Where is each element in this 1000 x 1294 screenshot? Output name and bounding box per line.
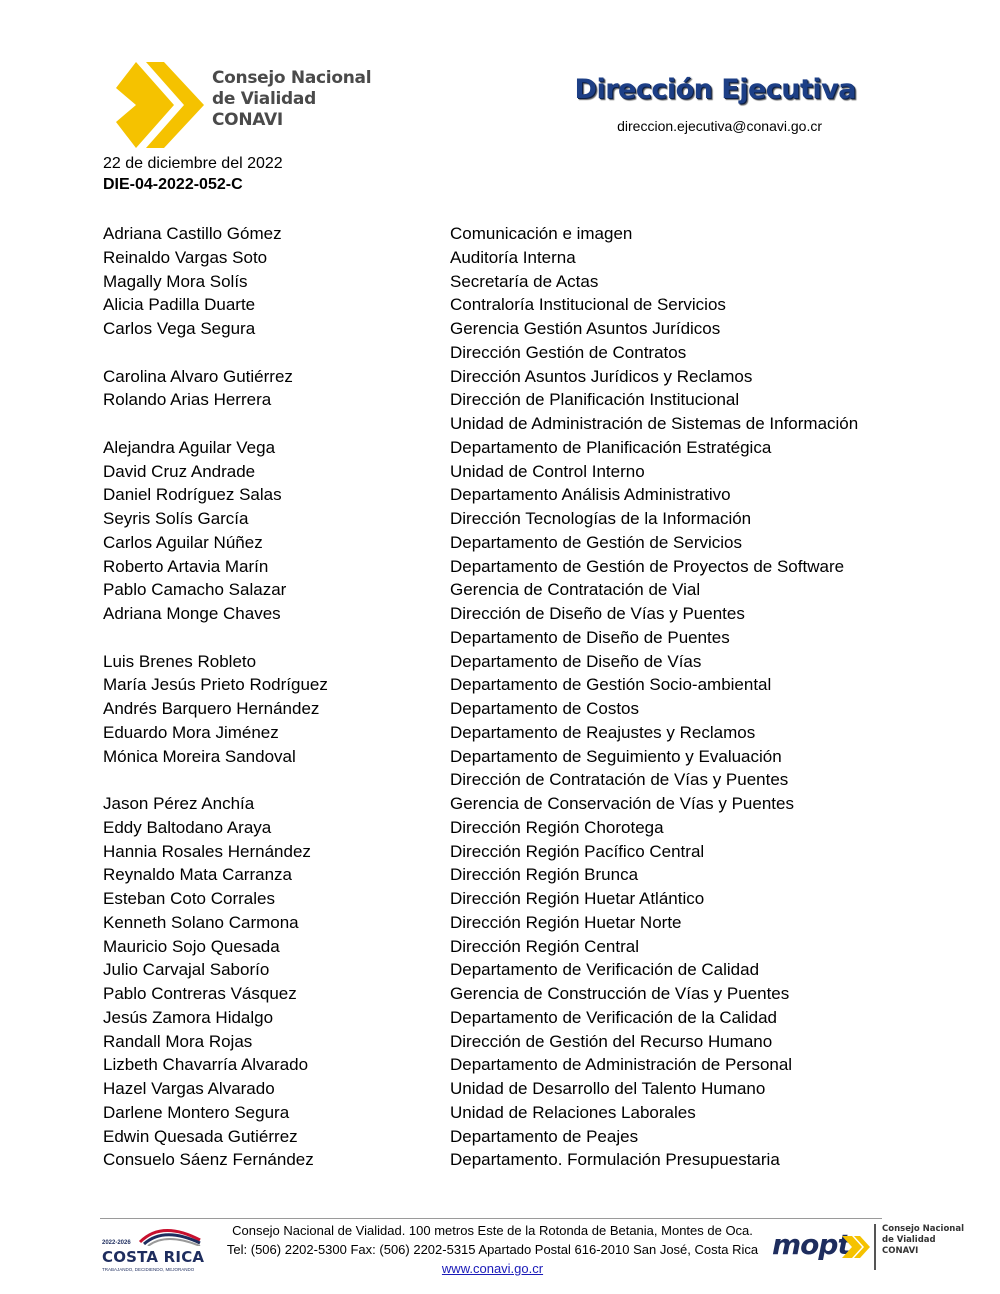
recipient-department: Departamento de Diseño de Puentes <box>450 627 730 647</box>
recipient-department: Unidad de Administración de Sistemas de Información <box>450 414 859 433</box>
recipient-department: Dirección de Planificación Institucional <box>450 390 740 410</box>
recipient-department: Departamento Análisis Administrativo <box>450 485 731 505</box>
recipient-name: Hazel Vargas Alvarado <box>103 1079 275 1098</box>
recipient-department: Dirección de Diseño de Vías y Puentes <box>450 604 745 623</box>
distribution-row <box>103 412 903 436</box>
recipient-department: Dirección de Gestión del Recurso Humano <box>450 1031 773 1051</box>
recipient-name: Esteban Coto Corrales <box>103 889 275 908</box>
letter-date: 22 de diciembre del 2022 <box>103 155 283 172</box>
recipient-department: Dirección Región Huetar Norte <box>450 912 682 932</box>
recipient-department: Departamento. Formulación Presupuestaria <box>450 1150 780 1170</box>
recipient-department: Departamento de Costos <box>450 699 639 718</box>
recipient-department: Secretaría de Actas <box>450 271 599 291</box>
distribution-row <box>103 1077 903 1101</box>
conavi-logo <box>112 58 382 152</box>
recipient-name: Darlene Montero Segura <box>103 1102 290 1122</box>
distribution-row <box>103 578 903 602</box>
distribution-row <box>103 531 903 555</box>
recipient-name: Lizbeth Chavarría Alvarado <box>103 1055 309 1075</box>
distribution-row <box>103 460 903 484</box>
recipient-department: Departamento de Gestión de Servicios <box>450 532 742 552</box>
mopt-chevron-icon <box>840 1232 870 1262</box>
recipient-name: Carlos Vega Segura <box>103 319 256 338</box>
recipient-name: Mónica Moreira Sandoval <box>103 746 296 766</box>
distribution-row <box>103 293 903 317</box>
recipient-name: Jason Pérez Anchía <box>103 794 255 813</box>
page-title: Dirección Ejecutiva <box>574 74 856 105</box>
recipient-department: Departamento de Peajes <box>450 1126 639 1146</box>
distribution-row <box>103 1101 903 1125</box>
recipient-department: Gerencia Gestión Asuntos Jurídicos <box>450 319 721 338</box>
recipient-department: Auditoría Interna <box>450 247 576 267</box>
recipient-name: Alejandra Aguilar Vega <box>103 437 276 457</box>
recipient-name: Julio Carvajal Saborío <box>103 960 270 980</box>
recipient-department: Gerencia de Construcción de Vías y Puentes <box>450 984 790 1003</box>
recipient-name: Eduardo Mora Jiménez <box>103 722 279 742</box>
recipient-name: María Jesús Prieto Rodríguez <box>103 675 328 695</box>
distribution-row <box>103 768 903 792</box>
recipient-department: Departamento de Reajustes y Reclamos <box>450 722 756 742</box>
recipient-department: Gerencia de Contratación de Vial <box>450 580 701 600</box>
recipient-department: Gerencia de Conservación de Vías y Puentes <box>450 794 794 813</box>
recipient-department: Departamento de Gestión Socio-ambiental <box>450 675 772 695</box>
distribution-row <box>103 792 903 816</box>
recipient-name: Pablo Contreras Vásquez <box>103 984 297 1003</box>
recipient-department: Unidad de Relaciones Laborales <box>450 1102 696 1122</box>
distribution-row <box>103 697 903 721</box>
recipient-department: Departamento de Verificación de Calidad <box>450 960 760 980</box>
conavi-footer-line-1: Consejo Nacional <box>882 1224 965 1234</box>
recipient-name: Luis Brenes Robleto <box>103 651 257 671</box>
recipient-name: Adriana Castillo Gómez <box>103 224 282 243</box>
recipient-department: Unidad de Desarrollo del Talento Humano <box>450 1079 766 1098</box>
recipient-name: Jesús Zamora Hidalgo <box>103 1007 274 1027</box>
recipient-name: Pablo Camacho Salazar <box>103 580 287 600</box>
recipient-name: Randall Mora Rojas <box>103 1031 253 1051</box>
recipient-name: Mauricio Sojo Quesada <box>103 936 280 956</box>
recipient-department: Dirección Tecnologías de la Información <box>450 509 752 528</box>
cr-years: 2022-2026 <box>102 1240 131 1246</box>
recipient-name: Andrés Barquero Hernández <box>103 699 320 718</box>
conavi-chevron-icon <box>112 58 212 152</box>
distribution-row <box>103 650 903 674</box>
letter-reference: DIE-04-2022-052-C <box>103 176 243 193</box>
distribution-row <box>103 958 903 982</box>
conavi-footer-logo <box>874 1224 966 1270</box>
distribution-row <box>103 436 903 460</box>
footer <box>215 1221 770 1278</box>
distribution-row <box>103 483 903 507</box>
distribution-row <box>103 507 903 531</box>
recipient-name: Magally Mora Solís <box>103 271 248 291</box>
recipient-department: Comunicación e imagen <box>450 224 633 243</box>
recipient-name: Rolando Arias Herrera <box>103 390 272 410</box>
distribution-row <box>103 840 903 864</box>
distribution-row <box>103 270 903 294</box>
distribution-row <box>103 887 903 911</box>
distribution-row <box>103 602 903 626</box>
recipient-department: Departamento de Seguimiento y Evaluación <box>450 746 782 766</box>
logo-line-1: Consejo Nacional <box>212 68 372 88</box>
recipient-department: Departamento de Administración de Personal <box>450 1055 793 1075</box>
distribution-row <box>103 1006 903 1030</box>
recipient-department: Dirección Región Central <box>450 936 639 956</box>
recipient-name: Seyris Solís García <box>103 509 249 528</box>
distribution-row <box>103 555 903 579</box>
distribution-row <box>103 341 903 365</box>
recipient-department: Dirección Región Chorotega <box>450 817 664 837</box>
recipient-department: Contraloría Institucional de Servicios <box>450 295 726 315</box>
recipient-name: Eddy Baltodano Araya <box>103 817 272 837</box>
recipient-name: Daniel Rodríguez Salas <box>103 485 282 505</box>
distribution-row <box>103 1125 903 1149</box>
logo-line-3: CONAVI <box>212 110 283 130</box>
recipient-department: Dirección Región Brunca <box>450 865 639 885</box>
recipient-department: Dirección de Contratación de Vías y Puentes <box>450 770 789 790</box>
recipient-department: Departamento de Diseño de Vías <box>450 651 702 671</box>
recipient-department: Departamento de Verificación de la Calidad <box>450 1007 777 1027</box>
recipient-name: Adriana Monge Chaves <box>103 604 281 623</box>
recipient-department: Departamento de Planificación Estratégica <box>450 437 772 457</box>
recipient-name: Consuelo Sáenz Fernández <box>103 1150 314 1170</box>
distribution-list <box>103 222 903 1172</box>
costa-rica-logo <box>100 1222 206 1278</box>
recipient-department: Departamento de Gestión de Proyectos de Software <box>450 556 845 576</box>
distribution-row <box>103 863 903 887</box>
recipient-name: David Cruz Andrade <box>103 461 256 481</box>
mopt-logo <box>772 1228 872 1268</box>
distribution-row <box>103 816 903 840</box>
recipient-name: Alicia Padilla Duarte <box>103 295 256 315</box>
distribution-row <box>103 1053 903 1077</box>
distribution-row <box>103 745 903 769</box>
recipient-department: Dirección Gestión de Contratos <box>450 342 687 362</box>
recipient-name: Reynaldo Mata Carranza <box>103 865 292 885</box>
cr-name: COSTA RICA <box>102 1248 205 1266</box>
recipient-department: Dirección Asuntos Jurídicos y Reclamos <box>450 366 753 386</box>
footer-address: Consejo Nacional de Vialidad. 100 metros Este de la Rotonda de Betania, Montes de Oca. <box>232 1223 753 1238</box>
distribution-row <box>103 222 903 246</box>
distribution-row <box>103 626 903 650</box>
distribution-row <box>103 365 903 389</box>
distribution-row <box>103 982 903 1006</box>
footer-website-link[interactable]: www.conavi.go.cr <box>441 1261 544 1276</box>
recipient-name: Reinaldo Vargas Soto <box>103 247 268 267</box>
logo-line-2: de Vialidad <box>212 89 316 109</box>
recipient-name: Edwin Quesada Gutiérrez <box>103 1126 298 1146</box>
recipient-name: Hannia Rosales Hernández <box>103 841 311 861</box>
recipient-name: Carolina Alvaro Gutiérrez <box>103 366 293 386</box>
conavi-footer-line-2: de Vialidad <box>882 1235 936 1245</box>
recipient-name: Kenneth Solano Carmona <box>103 912 299 932</box>
distribution-row <box>103 1030 903 1054</box>
recipient-department: Unidad de Control Interno <box>450 461 645 481</box>
footer-divider <box>100 1218 882 1219</box>
recipient-department: Dirección Región Pacífico Central <box>450 841 705 861</box>
distribution-row <box>103 721 903 745</box>
distribution-row <box>103 935 903 959</box>
cr-tagline: TRABAJANDO, DECIDIENDO, MEJORANDO <box>102 1267 195 1272</box>
recipient-name: Carlos Aguilar Núñez <box>103 532 263 552</box>
distribution-row <box>103 317 903 341</box>
distribution-row <box>103 673 903 697</box>
distribution-row <box>103 1148 903 1172</box>
distribution-row <box>103 246 903 270</box>
distribution-row <box>103 911 903 935</box>
footer-contact: Tel: (506) 2202-5300 Fax: (506) 2202-5315 Apartado Postal 616-2010 San José, Costa Rica <box>226 1242 759 1257</box>
distribution-row <box>103 388 903 412</box>
recipient-name: Roberto Artavia Marín <box>103 556 269 576</box>
conavi-footer-line-3: CONAVI <box>882 1246 919 1256</box>
mopt-label: mopt <box>772 1228 850 1261</box>
header-email[interactable]: direccion.ejecutiva@conavi.go.cr <box>617 118 822 134</box>
recipient-department: Dirección Región Huetar Atlántico <box>450 889 705 908</box>
